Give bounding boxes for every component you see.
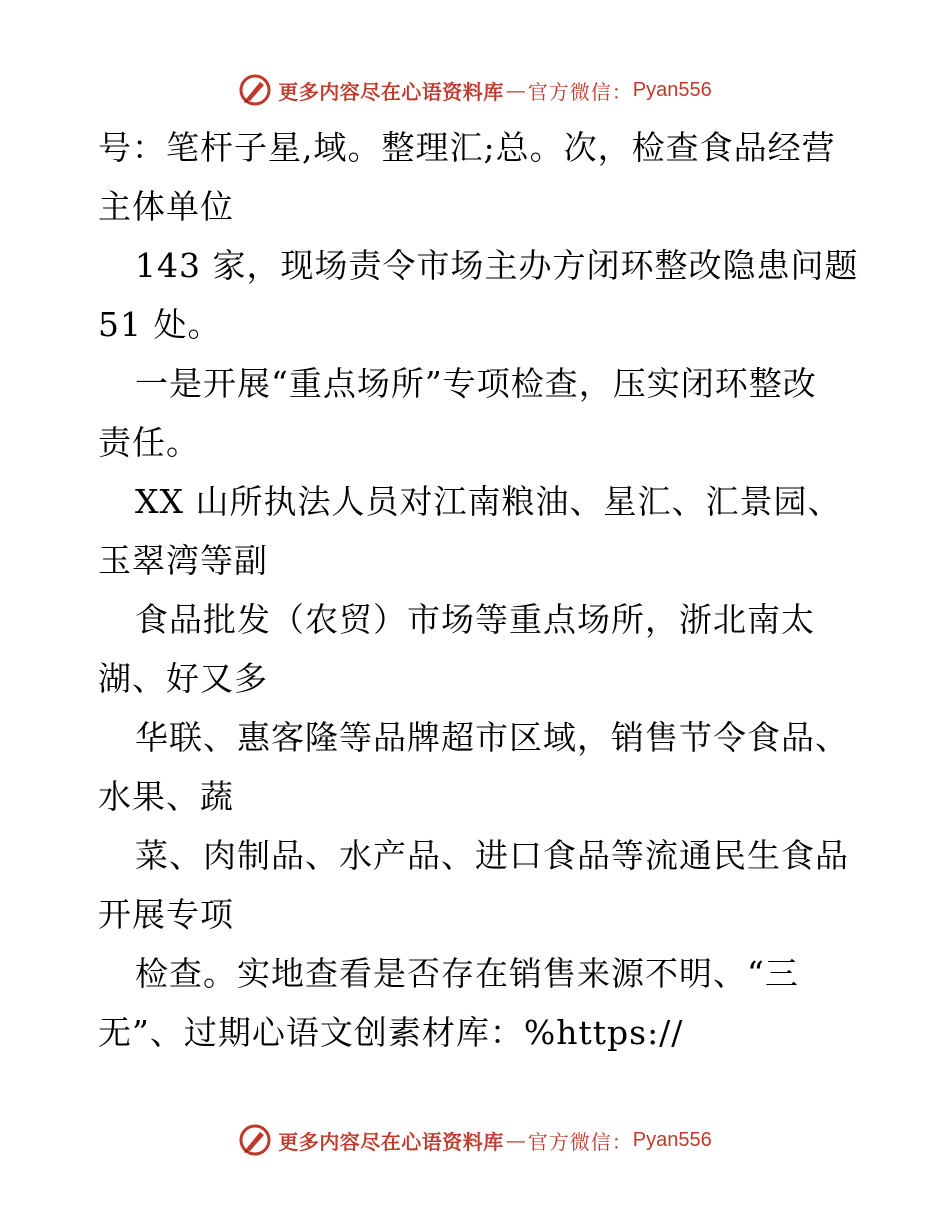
body-line: 玉翠湾等副: [98, 541, 268, 580]
footer-brand-text: 更多内容尽在心语资料库: [278, 1129, 504, 1154]
body-line: 华联、惠客隆等品牌超市区域，销售节令食品、: [135, 718, 849, 757]
footer-dash: —: [505, 1128, 526, 1152]
pen-circle-logo-icon: [238, 1123, 272, 1157]
header-wechat-label: 官方微信：: [527, 79, 633, 104]
body-line: 无”、过期心语文创素材库：%https://: [98, 1013, 684, 1052]
footer-wechat-label: 官方微信：: [527, 1129, 633, 1154]
body-line: 菜、肉制品、水产品、进口食品等流通民生食品: [135, 836, 849, 875]
body-line: 主体单位: [98, 187, 234, 226]
body-line: 51 处。: [98, 305, 222, 344]
body-line: 开展专项: [98, 895, 234, 934]
document-body: [98, 118, 868, 1062]
body-line: 一是开展“重点场所”专项检查，压实闭环整改: [135, 364, 817, 403]
footer-wechat-id: Pyan556: [632, 1128, 712, 1151]
footer-banner: [0, 1120, 950, 1160]
header-brand-text: 更多内容尽在心语资料库: [278, 79, 504, 104]
body-line: 责任。: [98, 423, 200, 462]
pen-circle-logo-icon: [238, 73, 272, 107]
body-line: 检查。实地查看是否存在销售来源不明、“三: [135, 954, 799, 993]
body-line: 143 家，现场责令市场主办方闭环整改隐患问题: [135, 246, 859, 285]
body-line: 号：笔杆子星,域。整理汇;总。次，检查食品经营: [98, 128, 836, 167]
header-banner: [0, 70, 950, 110]
body-line: 食品批发（农贸）市场等重点场所，浙北南太: [135, 600, 815, 639]
body-line: 水果、蔬: [98, 777, 234, 816]
header-wechat-id: Pyan556: [632, 78, 712, 101]
body-line: 湖、好又多: [98, 659, 268, 698]
header-dash: —: [505, 78, 526, 102]
body-line: XX 山所执法人员对江南粮油、星汇、汇景园、: [135, 482, 842, 521]
